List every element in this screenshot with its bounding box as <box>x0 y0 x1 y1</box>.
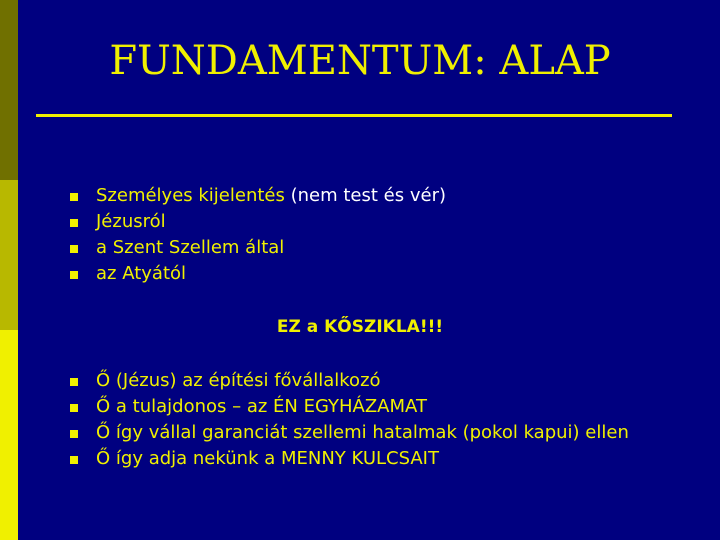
square-bullet-icon <box>70 404 78 412</box>
list-item-text: Ő így vállal garanciát szellemi hatalmak (pokol kapui) ellen <box>96 422 629 443</box>
square-bullet-icon <box>70 456 78 464</box>
list-item <box>70 394 629 420</box>
square-bullet-icon <box>70 271 78 279</box>
list-item-text: Ő így adja nekünk a MENNY KULCSAIT <box>96 448 439 469</box>
left-bar-mid <box>0 180 18 330</box>
rock-callout: EZ a KŐSZIKLA!!! <box>276 317 444 337</box>
list-item <box>70 368 629 394</box>
title-underline <box>36 114 672 117</box>
list-item <box>70 209 446 235</box>
list-item-text: a Szent Szellem által <box>96 237 285 258</box>
list-item-text: Jézusról <box>96 211 166 232</box>
left-bar-dark <box>0 0 18 180</box>
square-bullet-icon <box>70 378 78 386</box>
list-item-rest: (nem test és vér) <box>284 185 446 206</box>
page-number: 7 <box>671 493 680 509</box>
revelation-list <box>70 183 446 287</box>
list-item <box>70 420 629 446</box>
slide-title: FUNDAMENTUM: ALAP <box>109 38 611 84</box>
list-item <box>70 261 446 287</box>
jesus-role-list <box>70 368 629 472</box>
left-bar-bright <box>0 330 18 540</box>
square-bullet-icon <box>70 245 78 253</box>
list-item <box>70 446 629 472</box>
list-item-highlight: Személyes kijelentés <box>96 185 285 206</box>
square-bullet-icon <box>70 430 78 438</box>
list-item-text: az Atyától <box>96 263 187 284</box>
list-item <box>70 183 446 209</box>
square-bullet-icon <box>70 219 78 227</box>
list-item-text: Ő a tulajdonos – az ÉN EGYHÁZAMAT <box>96 396 427 417</box>
square-bullet-icon <box>70 193 78 201</box>
list-item-text: Ő (Jézus) az építési fővállalkozó <box>96 370 381 391</box>
list-item <box>70 235 446 261</box>
